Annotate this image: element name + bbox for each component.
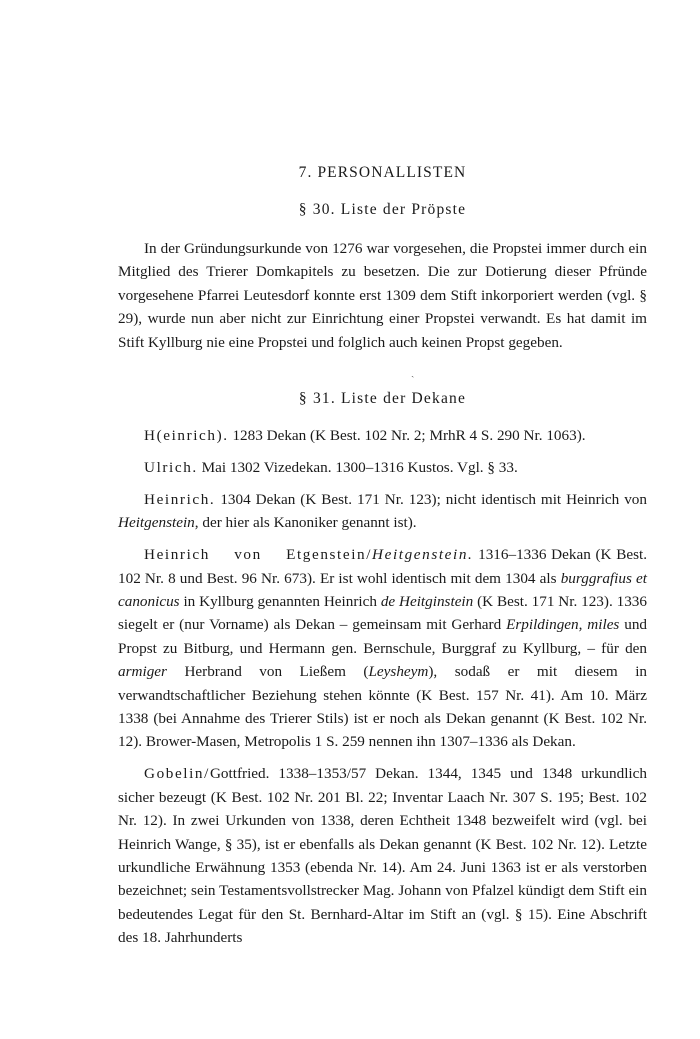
section-heading-dekane: § 31. Liste der Dekane [298,390,467,408]
entry-name-italic: Heitgenstein. [372,546,474,564]
page-body [118,148,647,950]
entry-text: Mai 1302 Vizedekan. 1300–1316 Kustos. Vgl. § 33. [201,458,518,476]
entry-italic: Heitgenstein [118,514,195,532]
entry-text: , der hier als Kanoniker genannt ist). [194,514,417,532]
entry-italic: Erpildingen, miles [506,616,620,634]
entry-text: und Propst zu Bitburg, und Hermann gen. Bernschule, Burggraf zu Kyllburg, – für den [118,616,647,657]
entry-text: Herbrand von Ließem ( [184,663,369,681]
entry-text: in Kyllburg genannten Heinrich [183,592,377,610]
entry-heinrich-1283 [118,424,647,447]
entry-heinrich-etgenstein [118,543,647,754]
entry-italic: burggrafius et canonicus [118,569,647,610]
entry-name-plain: Gottfried. [209,765,270,783]
entry-name: H(einrich). [144,427,229,445]
entry-heinrich-1304 [118,488,647,535]
chapter-number: 7. [298,164,313,181]
entry-text: 1316–1336 Dekan (K Best. 102 Nr. 8 und Best. 96 Nr. 673). Er ist wohl identisch mit dem 1304 als [118,546,647,587]
entry-text: 1304 Dekan (K Best. 171 Nr. 123); nicht identisch mit Heinrich von [220,490,647,508]
entry-text: 1283 Dekan (K Best. 102 Nr. 2; MrhR 4 S. 290 Nr. 1063). [232,427,586,445]
entry-text: ), sodaß er mit diesem in verwandtschaftlicher Beziehung stehen könnte (K Best. 157 Nr. 41). Am 10. März 1338 (bei Annahme des Trierer Stils) ist er noch als Dekan genannt (K Best. 102 Nr. 12). Brower-Masen, Metropolis 1 S. 259 nennen ihn 1307–1336 als Dekan. [118,663,648,751]
entry-italic: Leysheym [368,663,429,681]
entry-name: Gobelin/ [144,765,210,783]
entry-ulrich [118,456,647,479]
stray-mark: ˏ [411,367,415,378]
entry-text: (K Best. 171 Nr. 123). 1336 siegelt er (nur Vorname) als Dekan – gemeinsam mit Gerhard [118,592,647,634]
entry-name: Ulrich. [144,458,198,476]
entry-italic: armiger [118,663,167,681]
chapter-title [118,162,647,184]
entry-name: Heinrich. [144,490,216,508]
entry-text: 1338–1353/57 Dekan. 1344, 1345 und 1348 urkundlich sicher bezeugt (K Best. 102 Nr. 201 Bl. 22; Inventar Laach Nr. 307 S. 195; Best. 102 Nr. 12). In zwei Urkunden von 1338, deren Echtheit 1348 bezweifelt wird (vgl. bei Heinrich Wange, § 35), ist er ebenfalls als Dekan genannt (K Best. 102 Nr. 12). Letzte urkundliche Erwähnung 1353 (ebenda Nr. 14). Am 24. Juni 1363 ist er als verstorben bezeichnet; sein Testamentsvollstrecker Mag. Johann von Pfalzel kündigt dem Stift ein bedeutendes Legat für den St. Bernhard-Altar im Stift an (vgl. § 15). Eine Abschrift des 18. Jahrhunderts [118,765,647,947]
chapter-name: PERSONALLISTEN [317,164,467,181]
section-text-propste: In der Gründungsurkunde von 1276 war vorgesehen, die Propstei immer durch ein Mitglied des Trierer Domkapitels zu besetzen. Die zur Dotierung dieser Pfründe vorgesehene Pfarrei Leutesdorf konnte erst 1309 dem Stift inkorporiert werden (vgl. § 29), wurde nun aber nicht zur Einrichtung einer Propstei verwandt. Es hat damit im Stift Kyllburg nie eine Propstei und folglich auch keinen Propst gegeben. [118,240,647,351]
section-heading-propste: § 30. Liste der Pröpste [298,201,467,218]
entry-gobelin [118,762,647,949]
entry-name: Heinrich von Etgenstein/ [144,546,373,564]
entry-italic: de Heitginstein [380,592,474,610]
